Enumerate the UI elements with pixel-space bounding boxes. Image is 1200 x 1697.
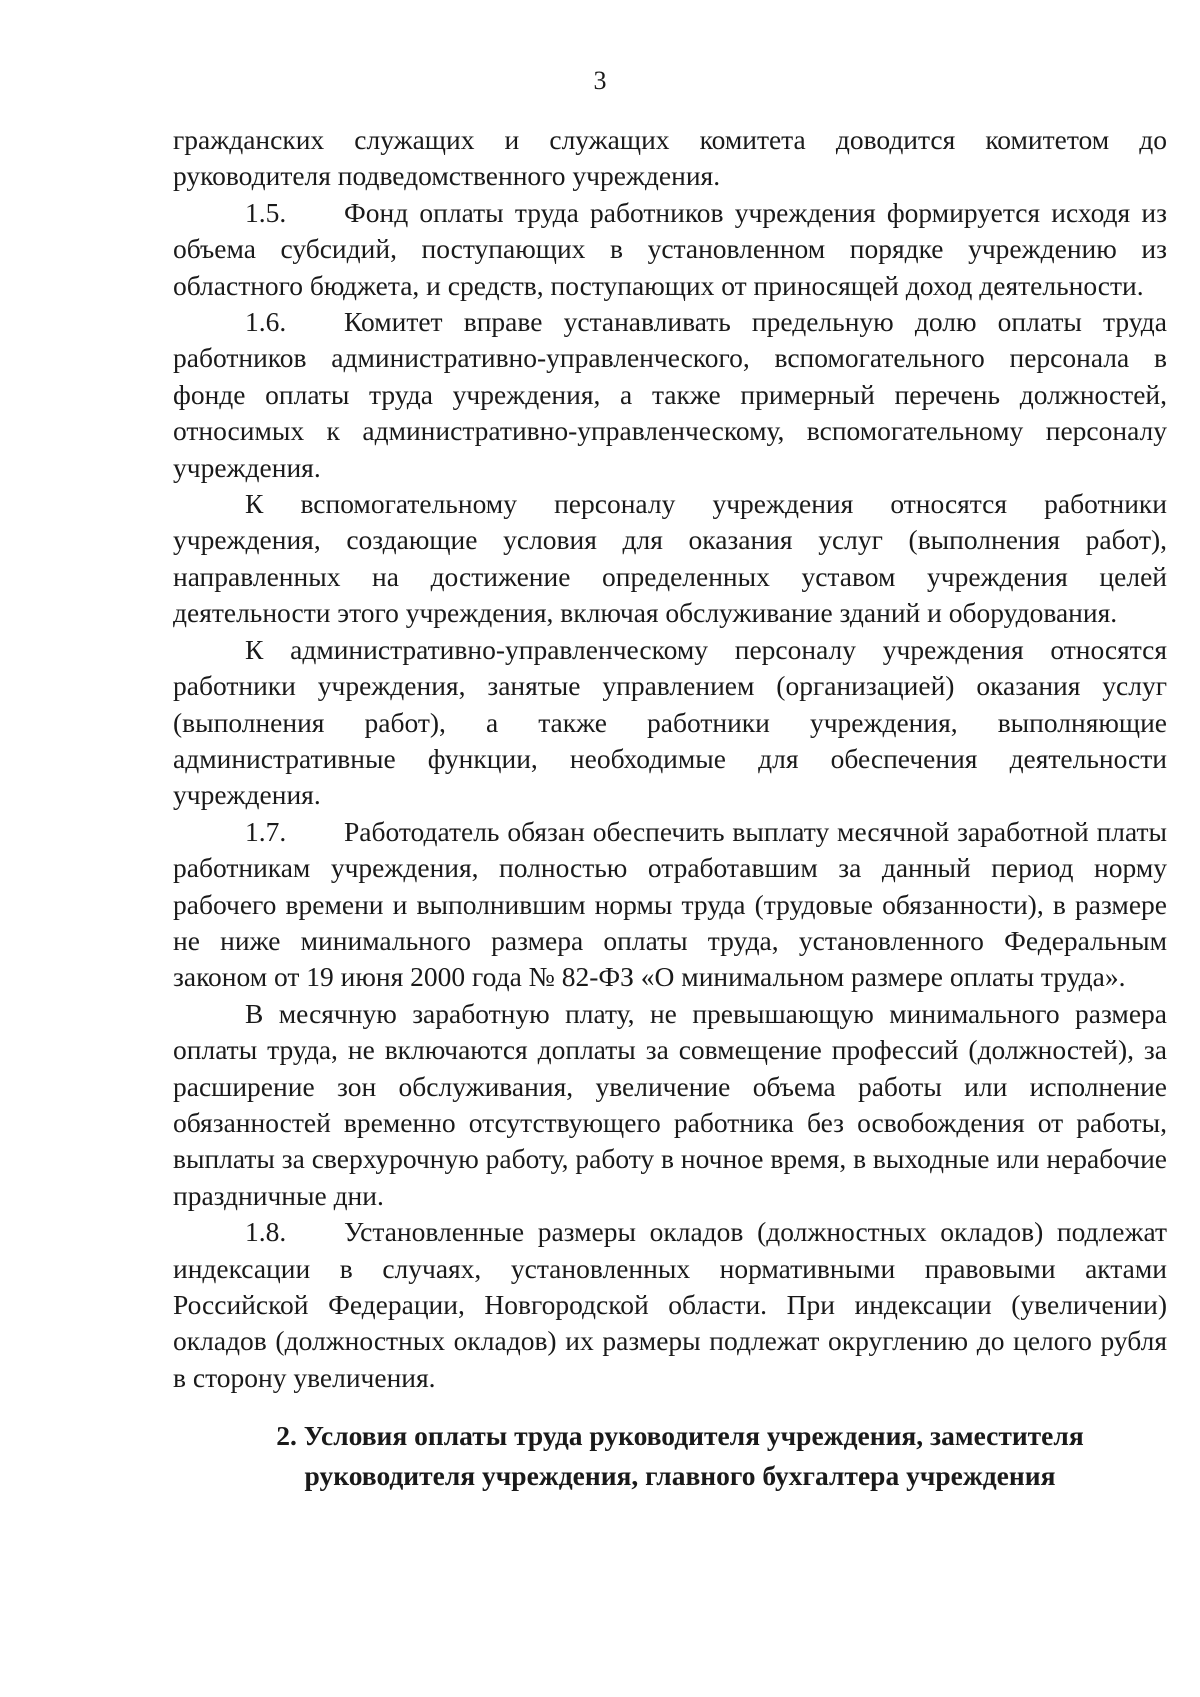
paragraph: К административно-управленческому персоналу учреждения относятся работники учреждения, занятые управлением (организацией) оказания услуг (выполнения работ), а также работники учреждения, выполняющие административные функции, необходимые для обеспечения деятельности учреждения. — [173, 633, 1167, 811]
document-body — [173, 122, 1167, 1496]
paragraph-text: Установленные размеры окладов (должностных окладов) подлежат индексации в случаях, установленных нормативными правовыми актами Российской Федерации, Новгородской области. При индексации (увеличении) окладов (должностных окладов) их размеры подлежат округлению до целого рубля в сторону увеличения. — [173, 1216, 1167, 1393]
paragraph-text: Фонд оплаты труда работников учреждения формируется исходя из объема субсидий, поступающих в установленном порядке учреждению из областного бюджета, и средств, поступающих от приносящей доход деятельности. — [173, 196, 1167, 301]
paragraph-1-6 — [173, 304, 1167, 486]
paragraph-number: 1.6. — [245, 306, 287, 338]
section-heading: 2. Условия оплаты труда руководителя учреждения, заместителя руководителя учреждения, главного бухгалтера учреждения — [276, 1420, 1084, 1492]
paragraph: К вспомогательному персоналу учреждения относятся работники учреждения, создающие условия для оказания услуг (выполнения работ), направленных на достижение определенных уставом учреждения целей деятельности этого учреждения, включая обслуживание зданий и оборудования. — [173, 488, 1167, 629]
paragraph-1-7 — [173, 814, 1167, 996]
paragraph-1-8 — [173, 1214, 1167, 1396]
paragraph-text: Работодатель обязан обеспечить выплату месячной заработной платы работникам учреждения, полностью отработавшим за данный период норму рабочего времени и выполнившим нормы труда (трудовые обязанности), в размере не ниже минимального размера оплаты труда, установленного Федеральным законом от 19 июня 2000 года № 82-ФЗ «О минимальном размере оплаты труда». — [173, 815, 1167, 993]
paragraph-1-5 — [173, 195, 1167, 304]
page-number: 3 — [593, 66, 607, 95]
paragraph: В месячную заработную плату, не превышающую минимального размера оплаты труда, не включаются доплаты за совмещение профессий (должностей), за расширение зон обслуживания, увеличение объема работы или исполнение обязанностей временно отсутствующего работника без освобождения от работы, выплаты за сверхурочную работу, работу в ночное время, в выходные или нерабочие праздничные дни. — [173, 997, 1168, 1211]
paragraph: гражданских служащих и служащих комитета доводится комитетом до руководителя подведомственного учреждения. — [173, 124, 1167, 192]
paragraph-number: 1.7. — [245, 815, 287, 847]
paragraph-number: 1.8. — [245, 1216, 287, 1248]
paragraph-number: 1.5. — [245, 196, 287, 228]
paragraph-text: Комитет вправе устанавливать предельную долю оплаты труда работников административно-управленческого, вспомогательного персонала в фонде оплаты труда учреждения, а также примерный перечень должностей, относимых к административно-управленческому, вспомогательному персоналу учреждения. — [173, 306, 1167, 483]
